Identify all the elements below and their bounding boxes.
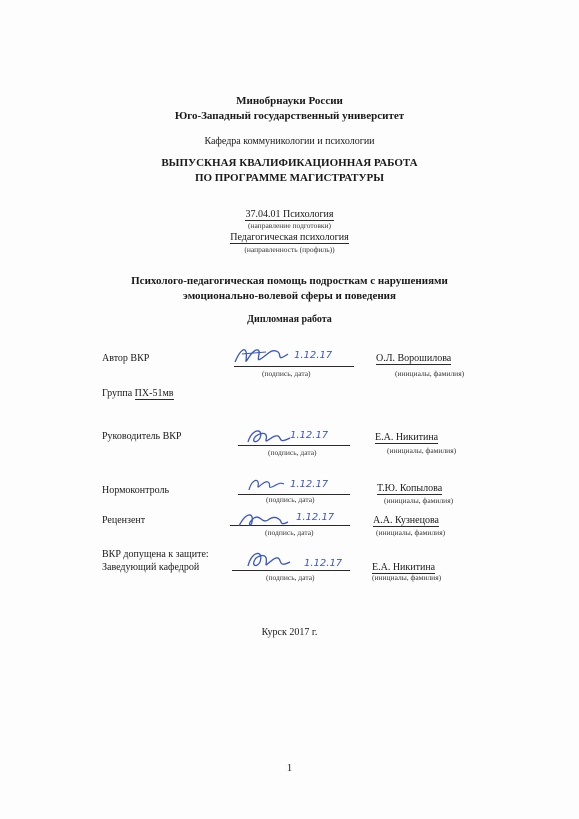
normcontrol-date: 1.12.17 bbox=[290, 479, 329, 490]
head-of-department-label: Заведующий кафедрой bbox=[102, 562, 200, 573]
department-name: Кафедра коммуникологии и психологии bbox=[204, 136, 375, 147]
profile-caption: (направленность (профиль)) bbox=[244, 245, 335, 254]
head-date: 1.12.17 bbox=[304, 558, 343, 569]
reviewer-name-caption: (инициалы, фамилия) bbox=[376, 528, 446, 537]
normcontrol-name: Т.Ю. Копылова bbox=[377, 483, 443, 494]
normcontrol-signature bbox=[246, 474, 286, 496]
group-label: Группа bbox=[102, 388, 133, 399]
ministry-name: Минобрнауки России bbox=[236, 95, 343, 107]
author-date: 1.12.17 bbox=[294, 350, 333, 361]
city-year: Курск 2017 г. bbox=[261, 627, 318, 638]
university-name: Юго-Западный государственный университет bbox=[174, 110, 405, 122]
profile-block bbox=[0, 232, 579, 243]
head-name: Е.А. Никитина bbox=[372, 562, 436, 573]
work-title-line2: ПО ПРОГРАММЕ МАГИСТРАТУРЫ bbox=[194, 172, 385, 184]
author-signature bbox=[232, 340, 292, 370]
direction-block bbox=[0, 209, 579, 220]
head-sign-caption: (подпись, дата) bbox=[266, 573, 315, 582]
author-sign-caption: (подпись, дата) bbox=[262, 369, 311, 378]
supervisor-sign-caption: (подпись, дата) bbox=[268, 448, 317, 457]
direction-caption: (направление подготовки) bbox=[247, 221, 332, 230]
group-row bbox=[102, 388, 174, 399]
supervisor-signature bbox=[244, 424, 294, 450]
topic-line2: эмоционально-волевой сферы и поведения bbox=[183, 290, 396, 302]
author-label: Автор ВКР bbox=[102, 353, 150, 364]
head-signature bbox=[244, 546, 294, 574]
normcontrol-name-caption: (инициалы, фамилия) bbox=[384, 496, 454, 505]
profile-value: Педагогическая психология bbox=[230, 232, 349, 243]
reviewer-date: 1.12.17 bbox=[296, 512, 335, 523]
reviewer-sign-caption: (подпись, дата) bbox=[265, 528, 314, 537]
author-name-caption: (инициалы, фамилия) bbox=[395, 369, 465, 378]
admission-line: ВКР допущена к защите: bbox=[102, 549, 209, 560]
supervisor-date: 1.12.17 bbox=[290, 430, 329, 441]
work-kind: Дипломная работа bbox=[247, 314, 332, 325]
supervisor-name: Е.А. Никитина bbox=[375, 432, 439, 443]
direction-value: 37.04.01 Психология bbox=[245, 209, 334, 220]
group-value: ПХ-51мв bbox=[134, 388, 174, 399]
supervisor-name-caption: (инициалы, фамилия) bbox=[387, 446, 457, 455]
normcontrol-sign-caption: (подпись, дата) bbox=[266, 495, 315, 504]
author-name: О.Л. Ворошилова bbox=[376, 353, 452, 364]
supervisor-label: Руководитель ВКР bbox=[102, 431, 182, 442]
reviewer-label: Рецензент bbox=[102, 515, 146, 526]
reviewer-name: А.А. Кузнецова bbox=[373, 515, 439, 526]
work-title-line1: ВЫПУСКНАЯ КВАЛИФИКАЦИОННАЯ РАБОТА bbox=[161, 157, 418, 169]
topic-line1: Психолого-педагогическая помощь подросткам с нарушениями bbox=[131, 275, 448, 287]
head-name-caption: (инициалы, фамилия) bbox=[372, 573, 442, 582]
page-number: 1 bbox=[286, 762, 293, 774]
normcontrol-label: Нормоконтроль bbox=[102, 485, 170, 496]
